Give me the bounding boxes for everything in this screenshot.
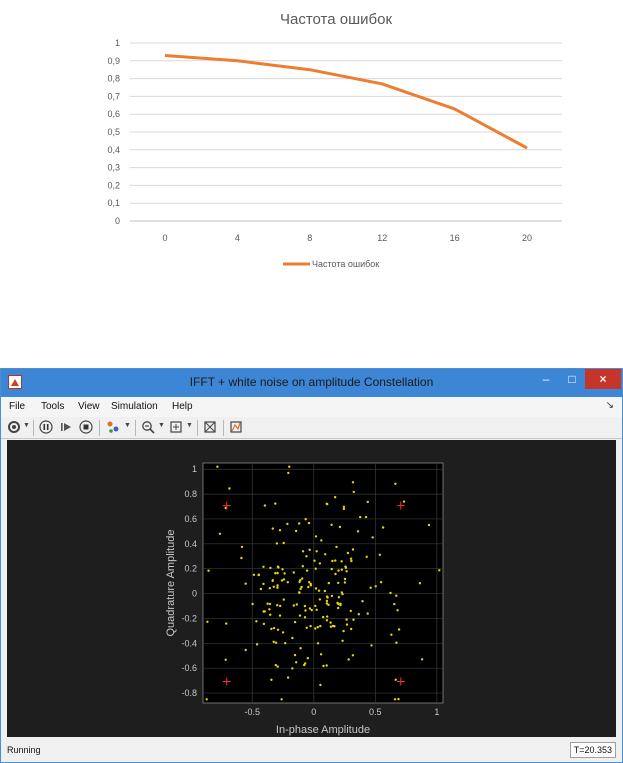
received-symbol xyxy=(299,647,301,649)
received-symbol xyxy=(322,616,324,618)
fit-dropdown-icon[interactable]: ▼ xyxy=(186,422,193,429)
x-tick-label: 0 xyxy=(162,233,168,243)
received-symbol xyxy=(293,604,295,606)
received-symbol xyxy=(314,627,316,629)
received-symbol xyxy=(294,654,296,656)
received-symbol xyxy=(319,625,321,627)
received-symbol xyxy=(279,605,281,607)
received-symbol xyxy=(315,568,317,570)
received-symbol xyxy=(375,585,377,587)
y-axis-label: Quadrature Amplitude xyxy=(165,529,177,637)
simulation-time: T=20.353 xyxy=(570,742,616,758)
received-symbol xyxy=(365,516,367,518)
received-symbol xyxy=(339,603,341,605)
received-symbol xyxy=(253,574,255,576)
received-symbol xyxy=(326,619,328,621)
measure-icon[interactable] xyxy=(229,420,243,435)
minimize-button[interactable]: – xyxy=(542,372,550,386)
received-symbol xyxy=(345,570,347,572)
received-symbol xyxy=(357,530,359,532)
received-symbol xyxy=(352,654,354,656)
received-symbol xyxy=(245,583,247,585)
received-symbol xyxy=(306,627,308,629)
received-symbol xyxy=(276,604,278,606)
received-symbol xyxy=(329,621,331,623)
received-symbol xyxy=(394,483,396,485)
received-symbol xyxy=(438,569,440,571)
received-symbol xyxy=(333,625,335,627)
settings-dropdown-icon[interactable]: ▼ xyxy=(23,422,30,429)
received-symbol xyxy=(379,554,381,556)
received-symbol xyxy=(315,535,317,537)
received-symbol xyxy=(307,657,309,659)
y-tick-label: 0,5 xyxy=(107,127,120,137)
menu-help[interactable]: Help xyxy=(172,401,193,412)
y-tick-label: 0,3 xyxy=(107,162,120,173)
received-symbol xyxy=(271,580,273,582)
received-symbol xyxy=(279,529,281,531)
received-symbol xyxy=(295,530,297,532)
received-symbol xyxy=(428,524,430,526)
received-symbol xyxy=(291,637,293,639)
x-tick-label: 8 xyxy=(307,233,313,243)
received-symbol xyxy=(311,609,313,611)
received-symbol xyxy=(277,566,279,568)
received-symbol xyxy=(276,572,278,574)
received-symbol xyxy=(350,558,352,560)
received-symbol xyxy=(318,590,320,592)
received-symbol xyxy=(293,571,295,573)
received-symbol xyxy=(345,618,347,620)
received-symbol xyxy=(264,610,266,612)
received-symbol xyxy=(304,616,306,618)
menu-view[interactable]: View xyxy=(78,401,100,412)
received-symbol xyxy=(326,615,328,617)
received-symbol xyxy=(319,562,321,564)
x-tick-label: 16 xyxy=(449,233,460,243)
received-symbol xyxy=(350,560,352,562)
y-tick-label: 0,1 xyxy=(107,198,120,209)
received-symbol xyxy=(276,584,278,586)
status-bar xyxy=(1,739,622,762)
received-symbol xyxy=(336,602,338,604)
received-symbol xyxy=(283,572,285,574)
received-symbol xyxy=(270,628,272,630)
zoom-dropdown-icon[interactable]: ▼ xyxy=(158,422,165,429)
received-symbol xyxy=(309,607,311,609)
scope-y-tick-label: 0.6 xyxy=(184,513,197,524)
received-symbol xyxy=(281,568,283,570)
received-symbol xyxy=(276,587,278,589)
received-symbol xyxy=(255,620,257,622)
received-symbol xyxy=(398,628,400,630)
received-symbol xyxy=(340,560,342,562)
received-symbol xyxy=(283,578,285,580)
received-symbol xyxy=(257,574,259,576)
received-symbol xyxy=(359,516,361,518)
received-symbol xyxy=(342,630,344,632)
received-symbol xyxy=(251,603,253,605)
received-symbol xyxy=(347,552,349,554)
y-tick-label: 0,4 xyxy=(107,144,120,155)
received-symbol xyxy=(317,626,319,628)
scope-y-tick-label: -0.6 xyxy=(181,663,197,674)
received-symbol xyxy=(330,626,332,628)
received-symbol xyxy=(283,542,285,544)
received-symbol xyxy=(350,628,352,630)
received-symbol xyxy=(240,557,242,559)
received-symbol xyxy=(382,526,384,528)
received-symbol xyxy=(279,614,281,616)
received-symbol xyxy=(216,466,218,468)
received-symbol xyxy=(303,664,305,666)
received-symbol xyxy=(380,581,382,583)
fit-icon[interactable] xyxy=(169,420,183,435)
received-symbol xyxy=(395,642,397,644)
received-symbol xyxy=(295,661,297,663)
received-symbol xyxy=(313,560,315,562)
scope-x-ticks xyxy=(244,707,439,717)
received-symbol xyxy=(294,621,296,623)
received-symbol xyxy=(308,522,310,524)
received-symbol xyxy=(361,600,363,602)
received-symbol xyxy=(352,619,354,621)
received-symbol xyxy=(301,577,303,579)
received-symbol xyxy=(272,527,274,529)
received-symbol xyxy=(299,614,301,616)
scope-y-tick-label: 0.4 xyxy=(184,538,197,549)
received-symbol xyxy=(319,684,321,686)
received-symbol xyxy=(344,578,346,580)
received-symbol xyxy=(309,549,311,551)
received-symbol xyxy=(306,569,308,571)
received-symbol xyxy=(302,565,304,567)
received-symbol xyxy=(266,603,268,605)
received-symbol xyxy=(298,592,300,594)
received-symbol xyxy=(367,501,369,503)
received-symbol xyxy=(343,506,345,508)
scope-y-tick-label: 0.8 xyxy=(184,489,197,500)
y-tick-label: 0,6 xyxy=(107,109,120,120)
toolbar-separator xyxy=(99,420,100,436)
received-symbol xyxy=(274,502,276,504)
received-symbol xyxy=(269,603,271,605)
received-symbol xyxy=(275,642,277,644)
received-symbol xyxy=(287,676,289,678)
received-symbol xyxy=(260,588,262,590)
received-symbol xyxy=(390,634,392,636)
received-symbol xyxy=(263,623,265,625)
window-title: IFFT + white noise on amplitude Constellation xyxy=(189,375,434,389)
scope-y-tick-label: -0.4 xyxy=(181,638,197,649)
received-symbol xyxy=(344,581,346,583)
x-tick-label: 20 xyxy=(521,233,533,243)
received-symbol xyxy=(225,659,227,661)
scope-y-tick-label: -0.8 xyxy=(181,688,197,699)
received-symbol xyxy=(269,614,271,616)
received-symbol xyxy=(275,664,277,666)
received-symbol xyxy=(326,600,328,602)
received-symbol xyxy=(353,491,355,493)
received-symbol xyxy=(352,548,354,550)
expand-arrow-icon[interactable]: ↘ xyxy=(605,400,614,411)
received-symbol xyxy=(276,542,278,544)
received-symbol xyxy=(393,603,395,605)
y-tick-label: 0,8 xyxy=(107,73,120,84)
toolbar-separator xyxy=(197,420,198,436)
received-symbol xyxy=(343,508,345,510)
received-symbol xyxy=(269,567,271,569)
received-symbol xyxy=(228,487,230,489)
maximize-button[interactable]: □ xyxy=(568,372,576,386)
received-symbol xyxy=(262,566,264,568)
received-symbol xyxy=(337,607,339,609)
step-forward-icon[interactable] xyxy=(59,420,73,435)
received-symbol xyxy=(331,595,333,597)
received-symbol xyxy=(282,631,284,633)
received-symbol xyxy=(367,612,369,614)
received-symbol xyxy=(324,590,326,592)
received-symbol xyxy=(304,605,306,607)
received-symbol xyxy=(341,591,343,593)
received-symbol xyxy=(277,629,279,631)
received-symbol xyxy=(273,627,275,629)
highlight-dropdown-icon[interactable]: ▼ xyxy=(124,422,131,429)
received-symbol xyxy=(320,653,322,655)
received-symbol xyxy=(206,698,208,700)
menu-simulation[interactable]: Simulation xyxy=(111,401,158,412)
received-symbol xyxy=(286,523,288,525)
received-symbol xyxy=(396,609,398,611)
received-symbol xyxy=(345,567,347,569)
received-symbol xyxy=(358,613,360,615)
received-symbol xyxy=(291,667,293,669)
status-text: Running xyxy=(7,745,41,755)
received-symbol xyxy=(335,546,337,548)
received-symbol xyxy=(304,609,306,611)
legend xyxy=(283,259,379,269)
received-symbol xyxy=(256,643,258,645)
scope-y-ticks xyxy=(181,464,197,698)
received-symbol xyxy=(284,642,286,644)
received-symbol xyxy=(317,642,319,644)
received-symbol xyxy=(395,679,397,681)
received-symbol xyxy=(241,546,243,548)
x-tick-label: 4 xyxy=(234,233,240,243)
received-symbol xyxy=(309,625,311,627)
received-symbol xyxy=(316,550,318,552)
received-symbol xyxy=(326,664,328,666)
received-symbol xyxy=(350,610,352,612)
received-symbol xyxy=(331,560,333,562)
received-symbol xyxy=(326,595,328,597)
received-symbol xyxy=(314,605,316,607)
received-symbol xyxy=(395,595,397,597)
scope-x-tick-label: 1 xyxy=(434,707,440,717)
y-tick-label: 0,2 xyxy=(107,180,120,191)
received-symbol xyxy=(338,596,340,598)
received-symbol xyxy=(310,583,312,585)
received-symbol xyxy=(206,621,208,623)
received-symbol xyxy=(270,679,272,681)
menu-bar xyxy=(1,397,622,417)
scope-y-tick-label: -0.2 xyxy=(181,613,197,624)
received-symbol xyxy=(334,573,336,575)
received-symbol xyxy=(319,598,321,600)
received-symbol xyxy=(403,500,405,502)
scope-y-tick-label: 1 xyxy=(191,464,197,475)
received-symbol xyxy=(320,539,322,541)
received-symbol xyxy=(268,608,270,610)
received-symbol xyxy=(366,556,368,558)
received-symbol xyxy=(324,553,326,555)
stop-icon[interactable] xyxy=(79,420,93,435)
received-symbol xyxy=(339,526,341,528)
received-symbol xyxy=(421,658,423,660)
constellation-diagram[interactable] xyxy=(7,440,616,737)
toolbar-separator xyxy=(135,420,136,436)
received-symbol xyxy=(331,568,333,570)
received-symbol xyxy=(273,641,275,643)
title-bar[interactable] xyxy=(1,369,622,397)
received-symbol xyxy=(346,623,348,625)
received-symbol xyxy=(389,592,391,594)
y-tick-label: 0 xyxy=(114,216,120,226)
received-symbol xyxy=(394,698,396,700)
received-symbol xyxy=(307,586,309,588)
received-symbol xyxy=(219,533,221,535)
received-symbol xyxy=(299,579,301,581)
received-symbol xyxy=(288,466,290,468)
close-button[interactable]: × xyxy=(585,369,621,389)
received-symbol xyxy=(419,582,421,584)
scope-x-tick-label: 0.5 xyxy=(369,707,382,717)
received-symbol xyxy=(280,698,282,700)
received-symbol xyxy=(274,572,276,574)
received-symbol xyxy=(264,504,266,506)
received-symbol xyxy=(262,583,264,585)
chart-title: Частота ошибок xyxy=(279,11,393,28)
received-symbol xyxy=(326,602,328,604)
received-symbol xyxy=(352,481,354,483)
y-tick-label: 0,9 xyxy=(107,55,120,66)
received-symbol xyxy=(305,518,307,520)
received-symbol xyxy=(273,586,275,588)
received-symbol xyxy=(328,582,330,584)
highlight-icon[interactable] xyxy=(105,420,121,435)
menu-tools[interactable]: Tools xyxy=(41,401,65,412)
received-symbol xyxy=(341,569,343,571)
received-symbol xyxy=(296,603,298,605)
received-symbol xyxy=(370,587,372,589)
toolbar-separator xyxy=(33,420,34,436)
received-symbol xyxy=(298,522,300,524)
zoom-out-icon[interactable] xyxy=(141,420,155,435)
received-symbol xyxy=(207,570,209,572)
received-symbol xyxy=(326,503,328,505)
received-symbol xyxy=(269,587,271,589)
received-symbol xyxy=(334,559,336,561)
received-symbol xyxy=(225,622,227,624)
received-symbol xyxy=(277,665,279,667)
received-symbol xyxy=(397,698,399,700)
y-tick-label: 0,7 xyxy=(107,91,120,102)
x-axis-ticks xyxy=(162,233,532,243)
y-tick-label: 1 xyxy=(114,38,120,48)
received-symbol xyxy=(287,472,289,474)
scope-x-tick-label: 0 xyxy=(311,707,317,717)
received-symbol xyxy=(334,496,336,498)
received-symbol xyxy=(245,649,247,651)
toolbar-separator xyxy=(223,420,224,436)
received-symbol xyxy=(302,550,304,552)
received-symbol xyxy=(322,665,324,667)
x-tick-label: 12 xyxy=(377,233,388,243)
scope-y-tick-label: 0 xyxy=(191,588,197,599)
received-symbol xyxy=(341,640,343,642)
received-symbol xyxy=(283,598,285,600)
received-symbol xyxy=(372,536,374,538)
received-symbol xyxy=(315,587,317,589)
series-line-error-rate xyxy=(165,56,527,149)
received-symbol xyxy=(330,524,332,526)
pause-icon[interactable] xyxy=(39,420,53,435)
constellation-plot-area xyxy=(7,440,616,737)
toolbar xyxy=(1,417,622,439)
legend-label: Частота ошибок xyxy=(312,259,380,269)
received-symbol xyxy=(300,586,302,588)
received-symbol xyxy=(337,569,339,571)
received-symbol xyxy=(316,609,318,611)
constellation-window xyxy=(0,368,623,763)
received-symbol xyxy=(287,581,289,583)
error-rate-chart xyxy=(0,0,623,290)
received-symbol xyxy=(370,644,372,646)
received-symbol xyxy=(305,555,307,557)
settings-icon[interactable] xyxy=(7,420,21,435)
scope-x-tick-label: -0.5 xyxy=(244,707,260,717)
y-axis-ticks xyxy=(107,38,120,226)
x-axis-label: In-phase Amplitude xyxy=(275,724,371,736)
menu-file[interactable]: File xyxy=(9,401,26,412)
scope-y-tick-label: 0.2 xyxy=(184,563,197,574)
received-symbol xyxy=(348,658,350,660)
autoscale-icon[interactable] xyxy=(203,420,217,435)
received-symbol xyxy=(337,582,339,584)
